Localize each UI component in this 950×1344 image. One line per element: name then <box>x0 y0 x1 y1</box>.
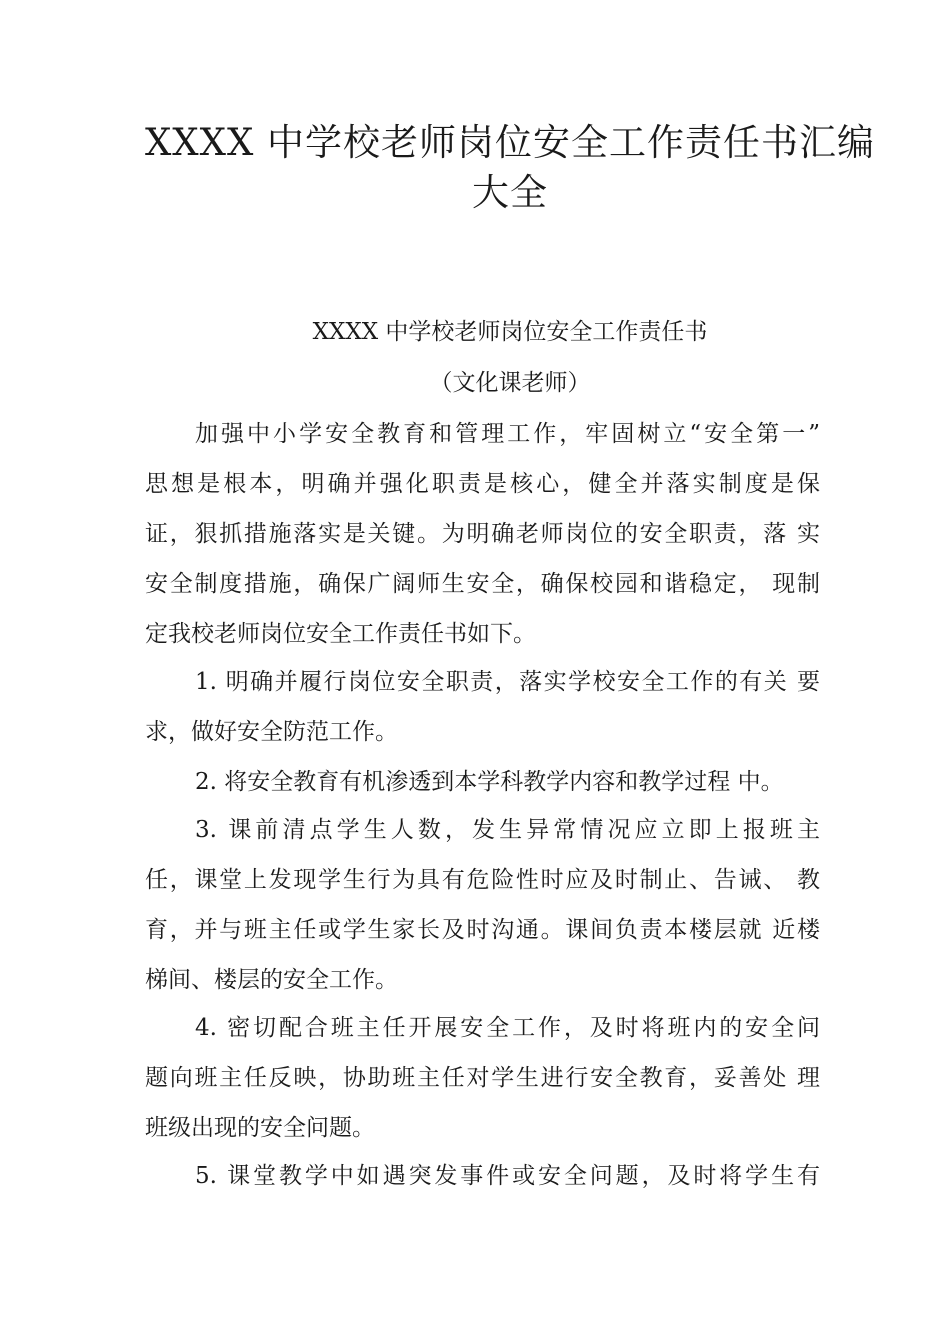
section-title: XXXX 中学校老师岗位安全工作责任书 <box>312 319 708 345</box>
paragraph-line: 班级出现的安全问题。 <box>145 1115 375 1141</box>
section-subtitle: （文化课老师） <box>429 370 591 396</box>
paragraph-line: 育，并与班主任或学生家长及时沟通。课间负责本楼层就 近楼 <box>145 917 820 943</box>
paragraph-line: 求，做好安全防范工作。 <box>145 719 398 745</box>
paragraph-line: 加强中小学安全教育和管理工作，牢固树立“安全第一” <box>195 421 820 447</box>
paragraph-line: 3. 课前清点学生人数，发生异常情况应立即上报班主 <box>195 817 820 843</box>
paragraph-line: 安全制度措施，确保广阔师生安全，确保校园和谐稳定， 现制 <box>145 571 820 597</box>
paragraph-line: 5. 课堂教学中如遇突发事件或安全问题，及时将学生有 <box>195 1163 820 1189</box>
paragraph-line: 思想是根本，明确并强化职责是核心，健全并落实制度是保 <box>145 471 820 497</box>
paragraph-intro <box>145 409 820 659</box>
paragraph-item-4 <box>145 1003 820 1153</box>
paragraph-line: 证，狠抓措施落实是关键。为明确老师岗位的安全职责，落 实 <box>145 521 820 547</box>
paragraph-line: 2. 将安全教育有机渗透到本学科教学内容和教学过程 中。 <box>195 769 784 795</box>
paragraph-line: 梯间、楼层的安全工作。 <box>145 967 398 993</box>
paragraph-item-1 <box>145 657 820 757</box>
paragraph-line: 题向班主任反映，协助班主任对学生进行安全教育，妥善处 理 <box>145 1065 820 1091</box>
paragraph-item-3 <box>145 805 820 1005</box>
paragraph-item-2 <box>145 757 820 807</box>
document-title-line-2: 大全 <box>472 171 548 214</box>
paragraph-line: 1. 明确并履行岗位安全职责，落实学校安全工作的有关 要 <box>195 669 820 695</box>
document-title <box>140 118 880 218</box>
paragraph-line: 定我校老师岗位安全工作责任书如下。 <box>145 621 536 647</box>
paragraph-line: 4. 密切配合班主任开展安全工作，及时将班内的安全问 <box>195 1015 820 1041</box>
paragraph-item-5 <box>145 1151 820 1201</box>
document-title-line-1: XXXX 中学校老师岗位安全工作责任书汇编 <box>144 121 876 164</box>
paragraph-line: 任，课堂上发现学生行为具有危险性时应及时制止、告诫、 教 <box>145 867 820 893</box>
